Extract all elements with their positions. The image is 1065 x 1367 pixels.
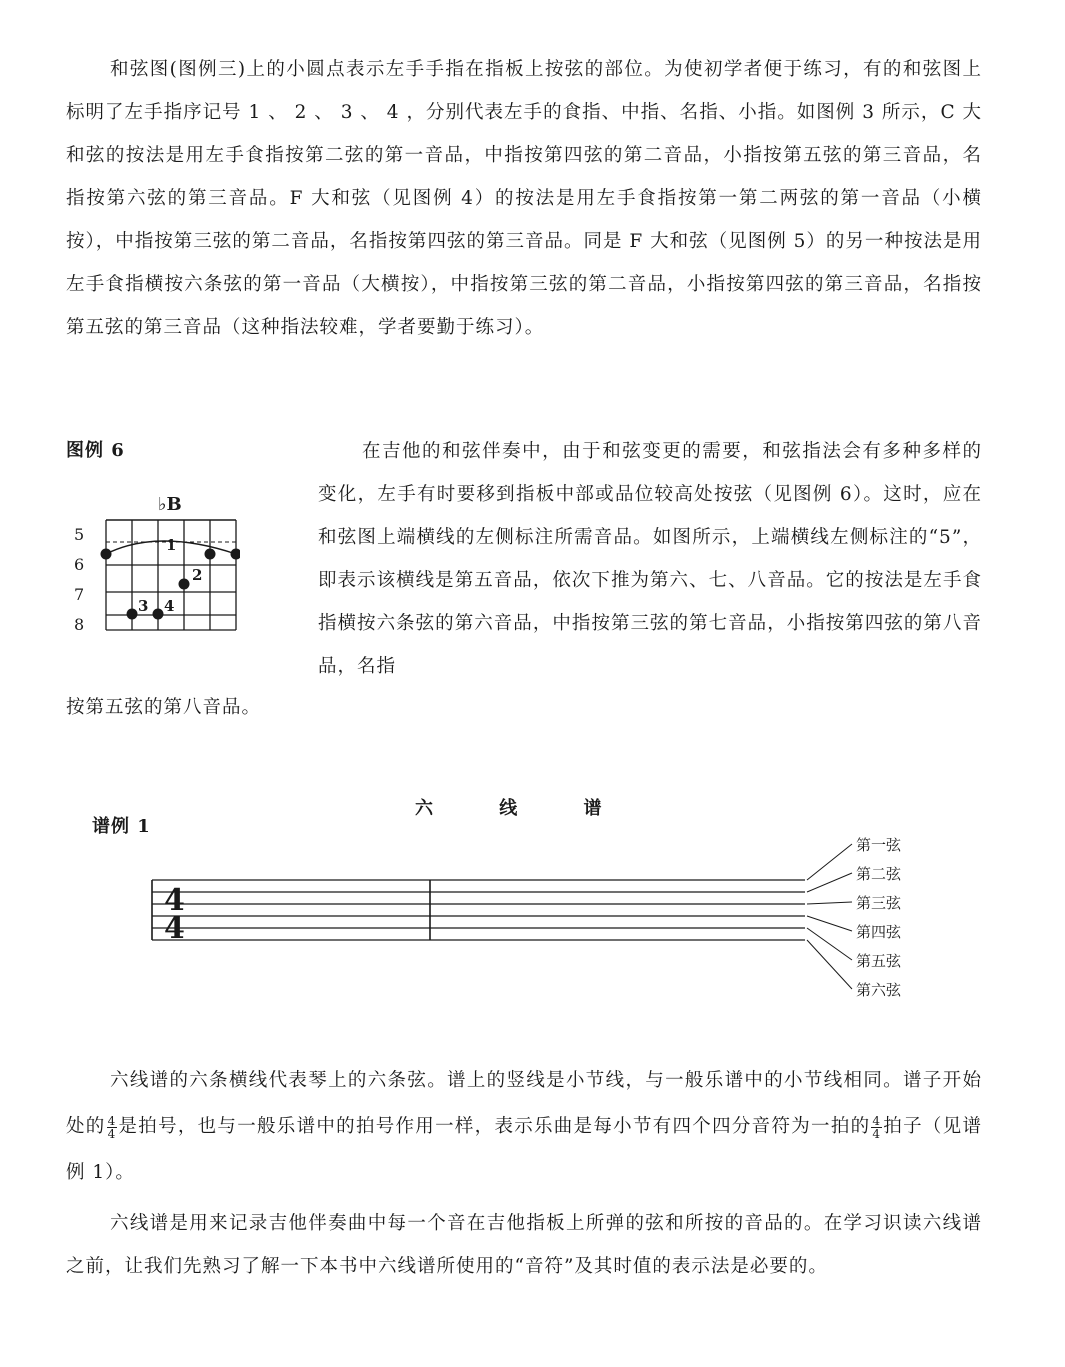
paragraph-high-position-chords-end: 按第五弦的第八音品。 — [66, 697, 262, 718]
time-signature-fraction-1: $\frac{4}{4}$ — [107, 1113, 117, 1141]
fret-number-5: 5 — [74, 525, 85, 544]
finger-label-4: 4 — [164, 597, 175, 615]
tablature-staff — [140, 830, 960, 1010]
finger-dot-2 — [179, 579, 190, 590]
chord-name: ♭B — [158, 494, 182, 515]
chord-diagram-bflat — [60, 488, 240, 648]
string-label-5: 第五弦 — [856, 952, 902, 970]
string-label-1: 第一弦 — [856, 836, 902, 854]
finger-label-1: 1 — [166, 536, 177, 554]
time-signature-bottom: 4 — [164, 911, 185, 946]
tab-example-label: 谱例 1 — [92, 816, 151, 837]
paragraph-tab-notation-intro: 六线谱是用来记录吉他伴奏曲中每一个音在吉他指板上所弹的弦和所按的音品的。在学习识读六线谱之前，让我们先熟习了解一下本书中六线谱所使用的“音符”及其时值的表示法是必要的。 — [66, 1213, 982, 1277]
string-label-4: 第四弦 — [856, 923, 902, 941]
string-label-3: 第三弦 — [856, 894, 902, 912]
paragraph-high-position-chords: 在吉他的和弦伴奏中，由于和弦变更的需要，和弦指法会有多种多样的变化，左手有时要移到指板中部或品位较高处按弦（见图例 6）。这时，应在和弦图上端横线的左侧标注所需音品。如图所示，上端横线左侧标注的“5”，即表示该横线是第五音品，依次下推为第六、七、八音品。它的按法是左手食指横按六条弦的第六音品，中指按第三弦的第七音品，小指按第四弦的第八音品，名指 — [318, 441, 982, 677]
figure-6-label: 图例 6 — [66, 440, 125, 461]
barre-dot-left — [101, 549, 112, 560]
barre-dot-right-inner — [205, 549, 216, 560]
fret-number-6: 6 — [74, 555, 85, 574]
paragraph-tab-part2: 是拍号，也与一般乐谱中的拍号作用一样，表示乐曲是每小节有四个四分音符为一拍的 — [118, 1116, 871, 1137]
fret-number-7: 7 — [74, 585, 85, 604]
finger-label-2: 2 — [192, 566, 203, 584]
barre-dot-right — [231, 549, 241, 560]
paragraph-tab-explanation — [66, 1058, 982, 1196]
paragraph-tab-part1: 六线谱的六条横线代表琴上的六条弦。谱上的竖线是小节线，与一般乐谱中的小节线相同。谱子开始处的 — [66, 1070, 982, 1137]
finger-dot-3 — [127, 609, 138, 620]
time-signature-top: 4 — [164, 883, 185, 918]
string-label-6: 第六弦 — [856, 981, 902, 999]
finger-label-3: 3 — [138, 597, 149, 615]
time-signature-fraction-2: $\frac{4}{4}$ — [872, 1113, 882, 1141]
finger-dot-4 — [153, 609, 164, 620]
tab-title: 六 线 谱 — [415, 798, 632, 819]
paragraph-chord-diagram-explanation: 和弦图(图例三)上的小圆点表示左手手指在指板上按弦的部位。为使初学者便于练习，有的和弦图上标明了左手指序记号 1 、 2 、 3 、 4 ，分别代表左手的食指、中指、名指、小指。如图例 3 所示，C 大和弦的按法是用左手食指按第二弦的第一音品，中指按第四弦的第二音品，小指按第五弦的第三音品，名指按第六弦的第三音品。F 大和弦（见图例 4）的按法是用左手食指按第一第二两弦的第一音品（小横按），中指按第三弦的第二音品，名指按第四弦的第三音品。同是 F 大和弦（见图例 5）的另一种按法是用左手食指横按六条弦的第一音品（大横按），中指按第三弦的第二音品，小指按第四弦的第三音品，名指按第五弦的第三音品（这种指法较难，学者要勤于练习）。 — [66, 59, 982, 338]
string-label-2: 第二弦 — [856, 865, 902, 883]
fret-number-8: 8 — [74, 615, 85, 634]
paragraph-tab-part3: 拍子（见谱例 1）。 — [66, 1116, 982, 1183]
